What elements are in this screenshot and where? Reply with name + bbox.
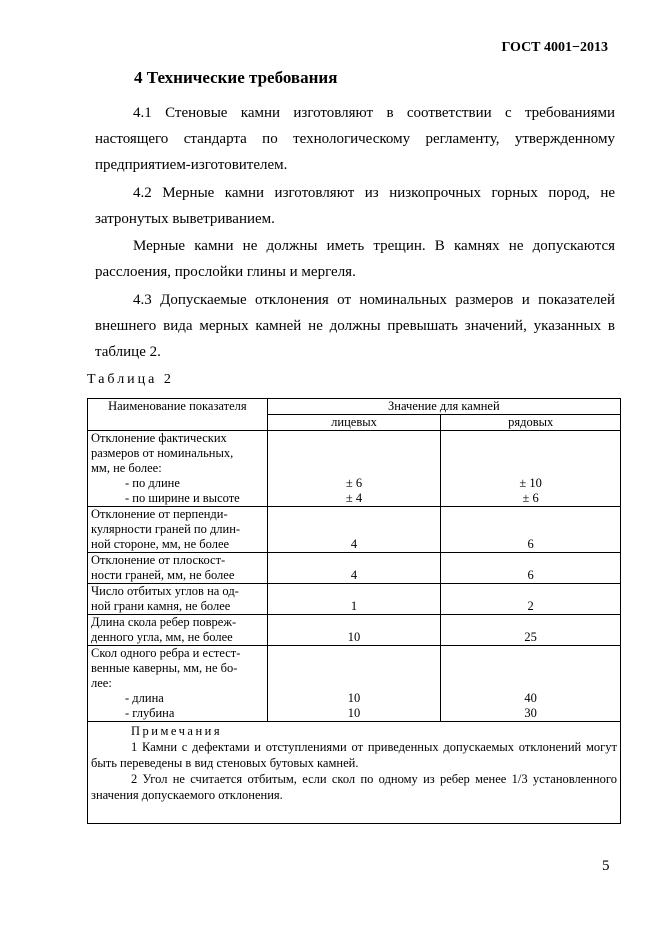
note-2: 2 Угол не считается отбитым, если скол по одному из ребер менее 1/3 установленного значения допускаемого отклонения. bbox=[91, 772, 617, 802]
indicator-name bbox=[88, 431, 268, 507]
value-facing bbox=[267, 431, 441, 507]
paragraph-text: 4.1 Стеновые камни изготовляют в соответствии с требованиями настоящего стандарта по технологическому регламенту, утвержденному предприятием-изготовителем. bbox=[95, 105, 615, 173]
value-ordinary bbox=[441, 431, 621, 507]
subvalue-facing: 10 bbox=[347, 706, 361, 720]
indicator-line: Длина скола ребер повреж- bbox=[91, 615, 237, 629]
table-caption: Таблица 2 bbox=[87, 372, 174, 387]
indicator-subitem: - глубина bbox=[125, 706, 175, 720]
note-1: 1 Камни с дефектами и отступлениями от приведенных допускаемых отклонений могут быть переведены в вид стеновых бутовых камней. bbox=[91, 740, 617, 770]
paragraph-4-1 bbox=[95, 100, 615, 178]
indicator-name bbox=[88, 615, 268, 646]
table-row bbox=[88, 615, 621, 646]
table-row bbox=[88, 553, 621, 584]
indicator-line: Отклонение от перпенди- bbox=[91, 507, 228, 521]
indicator-line: размеров от номинальных, bbox=[91, 446, 234, 460]
indicator-line: Отклонение фактических bbox=[91, 431, 227, 445]
header-value-group: Значение для камней bbox=[267, 399, 620, 415]
subvalue-facing: ± 6 bbox=[345, 476, 363, 490]
indicator-line: Число отбитых углов на од- bbox=[91, 584, 239, 598]
header-ordinary: рядовых bbox=[441, 415, 621, 431]
table-row bbox=[88, 507, 621, 553]
value-ordinary: 25 bbox=[441, 615, 621, 646]
indicator-subitem: - длина bbox=[125, 691, 164, 705]
section-title: 4 Технические требования bbox=[134, 68, 338, 87]
paragraph-4-2 bbox=[95, 180, 615, 232]
paragraph-text: 4.3 Допускаемые отклонения от номинальных размеров и показателей внешнего вида мерных камней не должны превышать значений, указанных в таблице 2. bbox=[95, 292, 615, 360]
indicator-name bbox=[88, 507, 268, 553]
indicator-line: кулярности граней по длин- bbox=[91, 522, 241, 536]
indicator-name bbox=[88, 646, 268, 722]
paragraph-text: Мерные камни не должны иметь трещин. В камнях не допускаются расслоения, прослойки глины и мергеля. bbox=[95, 238, 615, 280]
value-ordinary: 2 bbox=[441, 584, 621, 615]
paragraph-cracks bbox=[95, 233, 615, 285]
header-facing: лицевых bbox=[267, 415, 441, 431]
subvalue-facing: 10 bbox=[347, 691, 361, 705]
subvalue-ordinary: 30 bbox=[524, 706, 537, 720]
page-number: 5 bbox=[602, 858, 610, 874]
notes-title: Примечания bbox=[131, 724, 223, 738]
table-notes-row bbox=[88, 722, 621, 824]
indicator-line: мм, не более: bbox=[91, 461, 162, 475]
indicator-name bbox=[88, 584, 268, 615]
indicator-line: денного угла, мм, не более bbox=[91, 630, 233, 644]
value-facing: 1 bbox=[267, 584, 441, 615]
subvalue-ordinary: ± 10 bbox=[519, 476, 542, 490]
document-header: ГОСТ 4001−2013 bbox=[501, 40, 608, 55]
value-ordinary bbox=[441, 646, 621, 722]
deviations-table bbox=[87, 398, 621, 824]
subvalue-ordinary: ± 6 bbox=[522, 491, 539, 505]
indicator-line: Скол одного ребра и естест- bbox=[91, 646, 241, 660]
indicator-line: лее: bbox=[91, 676, 112, 690]
value-facing: 4 bbox=[267, 553, 441, 584]
table-row bbox=[88, 646, 621, 722]
indicator-subitem: - по ширине и высоте bbox=[125, 491, 240, 505]
value-facing: 10 bbox=[267, 615, 441, 646]
indicator-line: ности граней, мм, не более bbox=[91, 568, 235, 582]
indicator-name bbox=[88, 553, 268, 584]
paragraph-4-3 bbox=[95, 287, 615, 365]
value-facing bbox=[267, 646, 441, 722]
table-notes bbox=[88, 722, 621, 824]
indicator-line: ной грани камня, не более bbox=[91, 599, 231, 613]
paragraph-text: 4.2 Мерные камни изготовляют из низкопрочных горных пород, не затронутых выветриванием. bbox=[95, 185, 615, 227]
indicator-line: ной стороне, мм, не более bbox=[91, 537, 230, 551]
subvalue-ordinary: 40 bbox=[524, 691, 537, 705]
indicator-subitem: - по длине bbox=[125, 476, 180, 490]
value-ordinary: 6 bbox=[441, 553, 621, 584]
value-facing: 4 bbox=[267, 507, 441, 553]
value-ordinary: 6 bbox=[441, 507, 621, 553]
subvalue-facing: ± 4 bbox=[345, 491, 363, 505]
indicator-line: венные каверны, мм, не бо- bbox=[91, 661, 238, 675]
table-row bbox=[88, 584, 621, 615]
table-body bbox=[88, 431, 621, 722]
header-indicator-name: Наименование показателя bbox=[88, 399, 268, 431]
table-row bbox=[88, 431, 621, 507]
indicator-line: Отклонение от плоскост- bbox=[91, 553, 226, 567]
table-header-row bbox=[88, 399, 621, 415]
